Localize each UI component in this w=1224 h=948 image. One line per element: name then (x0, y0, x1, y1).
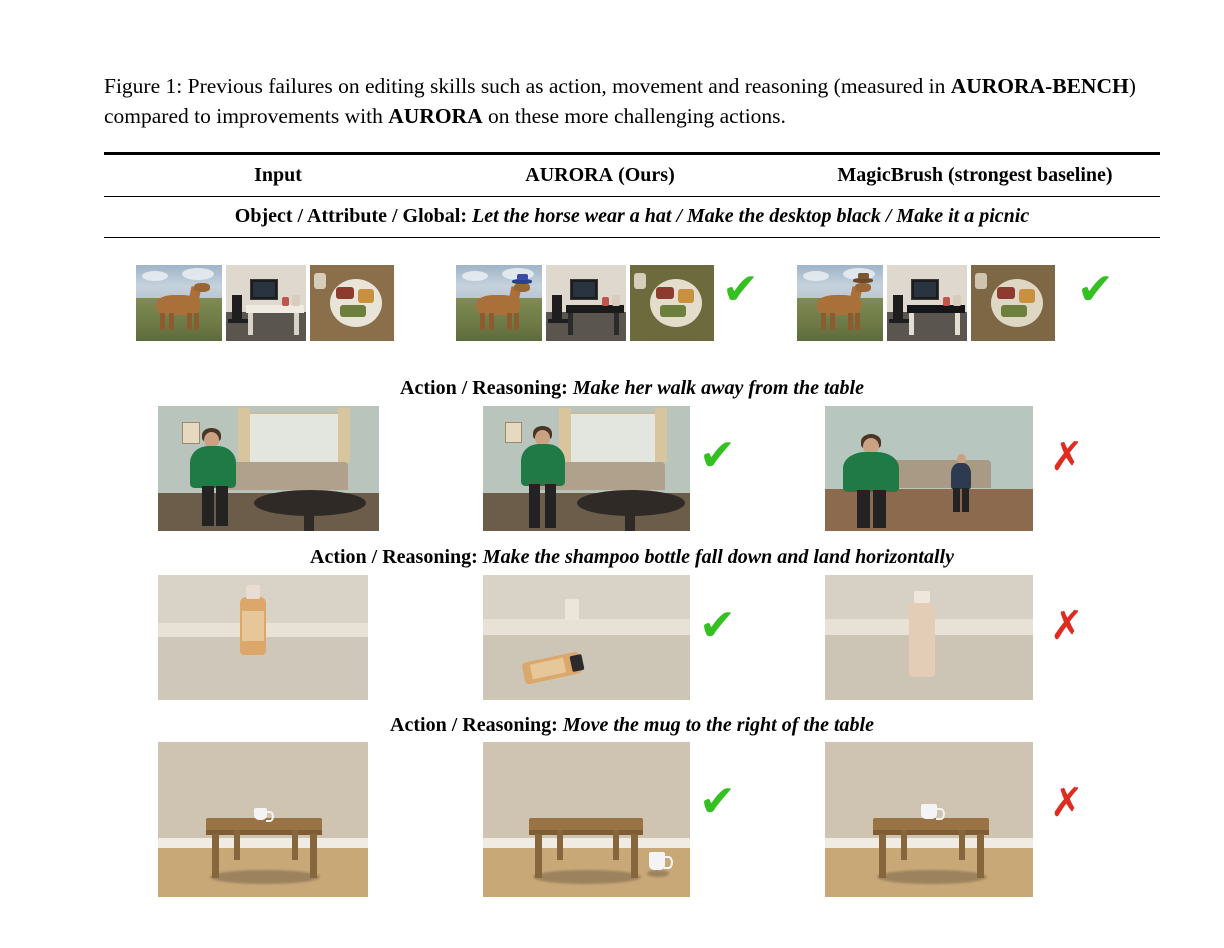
aurora-b: UR (539, 164, 569, 186)
aurora-c: O (568, 164, 585, 186)
table-leg (879, 834, 886, 878)
table-shadow (210, 870, 320, 884)
food-item (340, 305, 366, 317)
monitor-screen (253, 282, 275, 297)
monitor-screen (914, 282, 936, 297)
row-1-input-images (136, 265, 394, 341)
horse-head (855, 283, 871, 292)
bottle-label (242, 611, 264, 641)
bottle-cap (246, 585, 260, 599)
mug-handle (936, 808, 945, 820)
hat (517, 274, 528, 280)
horse-leg (187, 313, 192, 330)
mug-shadow (647, 870, 669, 877)
second-person-body (951, 463, 971, 489)
table-leg (557, 830, 563, 860)
image-horse-aurora (456, 265, 542, 341)
row-4-magicbrush-cross-mark: ✗ (1050, 780, 1084, 826)
figure-caption (104, 72, 1160, 131)
monitor (250, 279, 278, 300)
caption-prefix: Figure 1: Previous failures on editing skills such as action, movement and reasoning (measured in (104, 74, 951, 98)
cup (634, 273, 646, 289)
chair-base (548, 319, 570, 323)
window (246, 412, 346, 464)
table-section-rule (104, 237, 1160, 238)
person-green-hoodie (843, 452, 899, 492)
horse-head (194, 283, 210, 292)
row-1-aurora-check-mark: ✔ (722, 264, 759, 315)
image-mug-table-magicbrush (825, 742, 1033, 897)
table-leg (310, 834, 317, 878)
chair-base (889, 319, 911, 323)
image-woman-table-aurora (483, 406, 690, 531)
baseboard (825, 838, 1033, 848)
row-4-instruction: Move the mug to the right of the table (562, 714, 874, 736)
food-item (1001, 305, 1027, 317)
cup (314, 273, 326, 289)
image-desk-magicbrush (887, 265, 967, 341)
mug-handle (664, 856, 673, 869)
row-3-instruction: Make the shampoo bottle fall down and land horizontally (482, 546, 954, 568)
horse-head (514, 283, 530, 292)
image-picnic-aurora (630, 265, 714, 341)
table-leg (292, 830, 298, 860)
food-item (997, 287, 1015, 299)
horse-leg (194, 313, 199, 330)
image-mug-table-input (158, 742, 368, 897)
aurora-suffix: (Ours) (613, 164, 675, 186)
baseboard (483, 838, 690, 848)
image-woman-table-magicbrush (825, 406, 1033, 531)
row-1-aurora-images (456, 265, 714, 341)
mug (921, 804, 937, 819)
desk-object (612, 295, 620, 306)
image-woman-table-input (158, 406, 379, 531)
cloud-icon (803, 271, 829, 281)
caption-model-a: A (388, 103, 404, 128)
lower-wall (483, 635, 690, 700)
column-header-magicbrush: MagicBrush (strongest baseline) (837, 164, 1113, 186)
row-1-instruction: Let the horse wear a hat / Make the desktop black / Make it a picnic (472, 205, 1030, 227)
row-2-magicbrush-cross-mark: ✗ (1050, 434, 1084, 480)
desk-leg (248, 313, 253, 335)
desk-leg (294, 313, 299, 335)
monitor (570, 279, 598, 300)
hat (858, 273, 869, 279)
row-label-4 (104, 714, 1160, 737)
upper-wall (483, 575, 690, 619)
food-item (678, 289, 694, 303)
food-item (656, 287, 674, 299)
table-leg (901, 830, 907, 860)
food-item (358, 289, 374, 303)
counter-edge (483, 619, 690, 635)
table-leg (535, 834, 542, 878)
cloud-icon (182, 268, 214, 280)
desk-leg (614, 313, 619, 335)
horse-leg (160, 313, 165, 330)
table-leg (613, 830, 619, 860)
chair-base (228, 319, 250, 323)
food-item (336, 287, 354, 299)
second-person-leg (953, 488, 960, 512)
row-4-category: Action / Reasoning: (390, 714, 558, 736)
desk-leg (568, 313, 573, 335)
chair (552, 295, 562, 319)
curtain (338, 408, 350, 462)
image-food-input (310, 265, 394, 341)
person-leg (873, 490, 886, 528)
row-3-aurora-check-mark: ✔ (699, 600, 736, 651)
column-header-input: Input (254, 164, 302, 186)
caption-suffix: on these more challenging actions. (482, 103, 786, 128)
monitor (911, 279, 939, 300)
mug-handle (266, 811, 274, 822)
cloud-icon (462, 271, 488, 281)
bottle-cap (565, 599, 579, 620)
desk-object (602, 297, 609, 306)
row-3-magicbrush-cross-mark: ✗ (1050, 603, 1084, 649)
chair (232, 295, 242, 319)
caption-bench-dash: - (1045, 74, 1053, 98)
row-2-instruction: Make her walk away from the table (572, 377, 864, 399)
caption-mid: ) compared to improvements with (104, 74, 1136, 128)
caption-bench-c: B (1052, 74, 1067, 98)
horse-leg (855, 313, 860, 330)
image-shampoo-aurora (483, 575, 690, 700)
second-person-leg (962, 488, 969, 512)
curtain (238, 408, 250, 462)
desk-object (292, 295, 300, 306)
person-leg (216, 486, 228, 526)
chair (893, 295, 903, 319)
couch (218, 462, 348, 490)
row-label-3 (104, 546, 1160, 569)
desk-object (282, 297, 289, 306)
horse-leg (507, 313, 512, 330)
person-green-hoodie (190, 446, 236, 488)
desk-surface-black (566, 305, 624, 313)
image-mug-table-aurora (483, 742, 690, 897)
table-edge (529, 830, 643, 835)
horse-leg (480, 313, 485, 330)
image-shampoo-magicbrush (825, 575, 1033, 700)
row-label-2 (104, 377, 1160, 400)
monitor-screen (573, 282, 595, 297)
desk-leg (955, 313, 960, 335)
table-leg (304, 510, 314, 531)
baseboard (158, 838, 368, 848)
table-leg (631, 834, 638, 878)
horse-leg (169, 313, 174, 330)
table-leg (625, 510, 635, 531)
row-2-category: Action / Reasoning: (400, 377, 568, 399)
food-item (660, 305, 686, 317)
desk-surface (246, 305, 304, 313)
table-shadow (877, 870, 987, 884)
caption-bench-a: A (950, 74, 967, 98)
caption-bench-b: URORA (966, 74, 1046, 98)
row-1-magicbrush-check-mark: ✔ (1077, 264, 1114, 315)
table-leg (959, 830, 965, 860)
desk-object (943, 297, 950, 306)
horse-leg (821, 313, 826, 330)
image-horse-input (136, 265, 222, 341)
table-top-rule (104, 152, 1160, 155)
table-edge (873, 830, 989, 835)
column-header-aurora (450, 164, 750, 187)
table-shadow (533, 870, 641, 884)
row-label-1 (104, 205, 1160, 228)
table-leg (234, 830, 240, 860)
person-green-hoodie (521, 444, 565, 486)
row-1-magicbrush-images (797, 265, 1055, 341)
person-leg (857, 490, 870, 528)
food-item (1019, 289, 1035, 303)
caption-model-c: O (434, 103, 452, 128)
desk-object (953, 295, 961, 306)
window (567, 412, 663, 464)
horse-leg (848, 313, 853, 330)
desk-surface-black (907, 305, 965, 313)
bottle-cap (914, 591, 930, 603)
person-leg (545, 484, 556, 528)
mug-moved-right (649, 852, 665, 870)
picture-frame (182, 422, 200, 444)
horse-leg (514, 313, 519, 330)
caption-model-b: UR (403, 103, 435, 128)
desk-leg (909, 313, 914, 335)
image-picnic-magicbrush (971, 265, 1055, 341)
table-leg (977, 834, 984, 878)
horse-leg (489, 313, 494, 330)
row-1-category: Object / Attribute / Global: (234, 205, 467, 227)
table-edge (206, 830, 322, 835)
horse-leg (830, 313, 835, 330)
cloud-icon (142, 271, 168, 281)
cup (975, 273, 987, 289)
table-leg (212, 834, 219, 878)
person-leg (202, 486, 214, 526)
aurora-a: A (525, 164, 540, 186)
row-3-category: Action / Reasoning: (310, 546, 478, 568)
image-desk-aurora (546, 265, 626, 341)
image-horse-magicbrush (797, 265, 883, 341)
caption-model-d: RA (451, 103, 483, 128)
row-2-aurora-check-mark: ✔ (699, 430, 736, 481)
caption-bench-d: ENCH (1066, 74, 1129, 98)
image-desk-input (226, 265, 306, 341)
row-4-aurora-check-mark: ✔ (699, 776, 736, 827)
aurora-d: RA (584, 164, 614, 186)
picture-frame (505, 422, 522, 443)
image-shampoo-input (158, 575, 368, 700)
curtain (655, 408, 667, 462)
shampoo-bottle (909, 601, 935, 677)
table-header-rule (104, 196, 1160, 197)
person-leg (529, 484, 540, 528)
